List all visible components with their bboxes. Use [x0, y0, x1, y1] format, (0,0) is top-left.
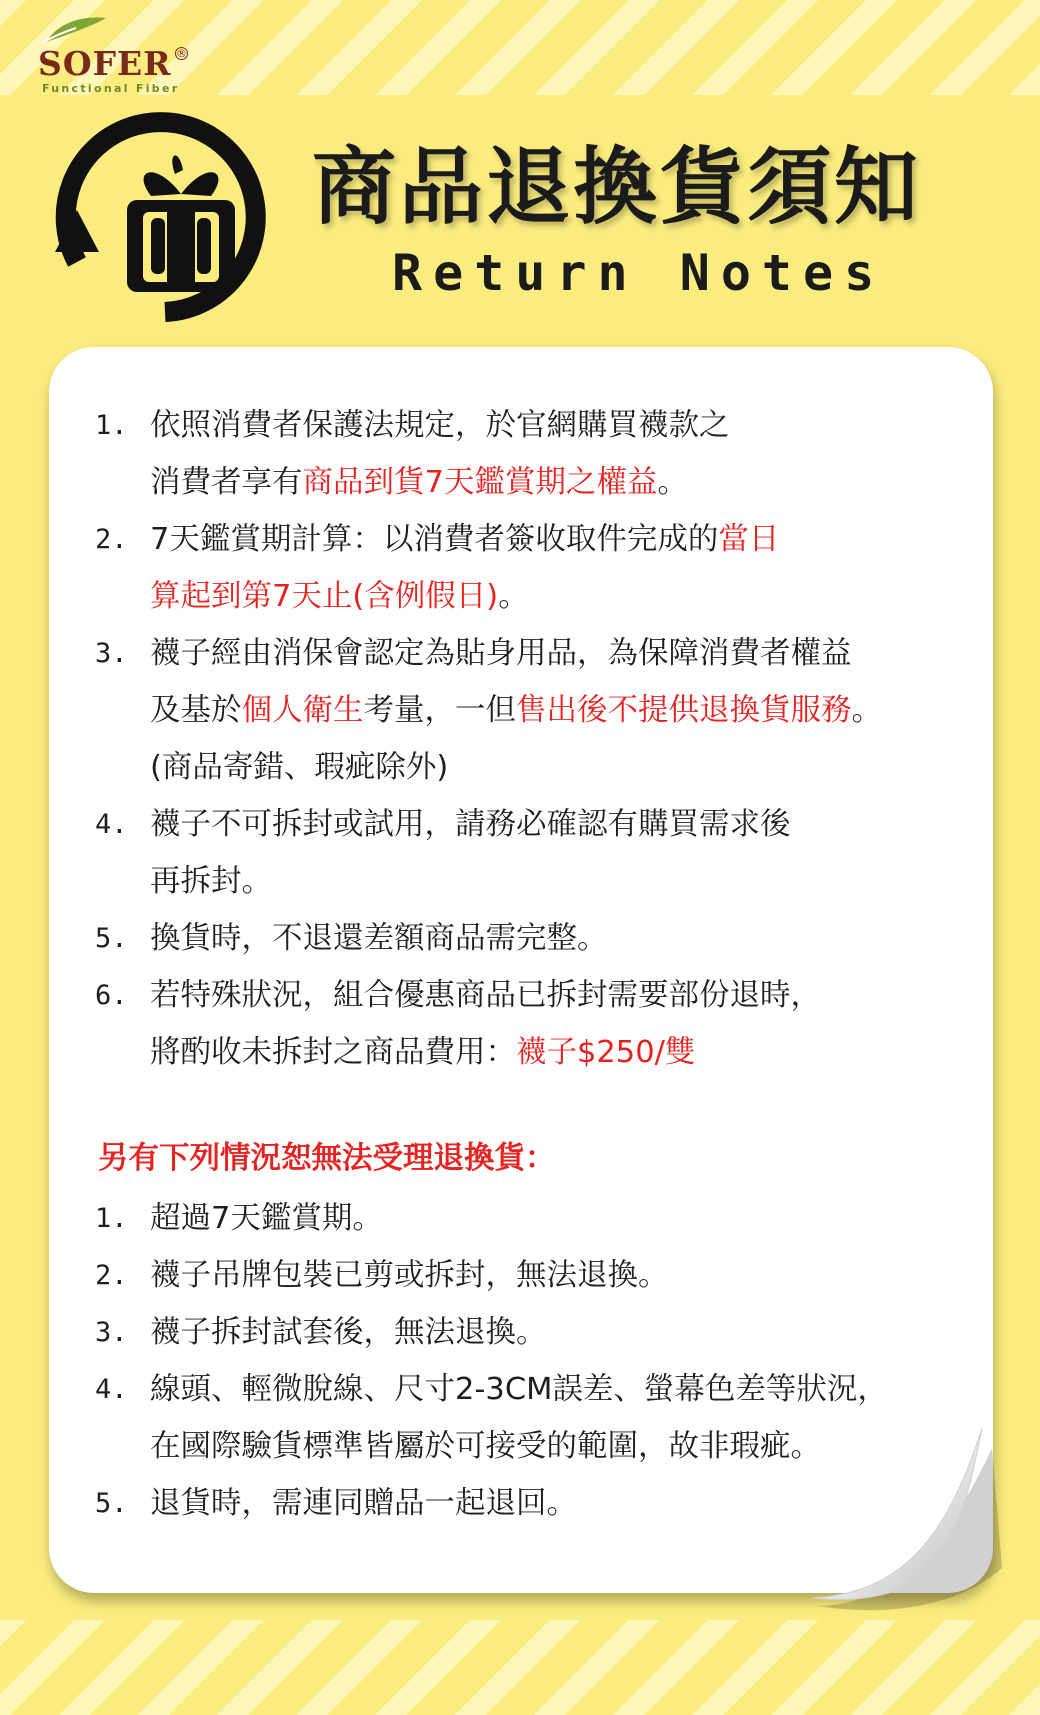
exceptions-list: [95, 1190, 888, 1532]
note-number: 1.: [95, 410, 128, 441]
note-line: [150, 967, 882, 1024]
exception-item: [95, 1475, 888, 1532]
note-line: [150, 682, 882, 739]
note-item: [95, 910, 882, 967]
bottom-stripe-band: [0, 1620, 1040, 1715]
page-subtitle: Return Notes: [392, 244, 886, 302]
exception-number: 1.: [95, 1203, 128, 1234]
note-text: 。: [498, 579, 529, 614]
highlight-text: 售出後不提供退換貨服務: [516, 693, 852, 728]
note-text: 將酌收未拆封之商品費用：: [150, 1035, 516, 1070]
note-item: [95, 511, 882, 625]
exception-item: [95, 1190, 888, 1247]
note-line: [150, 454, 882, 511]
note-line: [150, 853, 882, 910]
exception-item: [95, 1304, 888, 1361]
note-number: 4.: [95, 809, 128, 840]
note-text: 若特殊狀況，組合優惠商品已拆封需要部份退時，: [150, 978, 821, 1013]
exception-line: [150, 1190, 888, 1247]
note-text: 超過7天鑑賞期。: [150, 1201, 383, 1236]
note-text: 襪子拆封試套後，無法退換。: [150, 1315, 547, 1350]
note-text: 再拆封。: [150, 864, 272, 899]
exception-item: [95, 1247, 888, 1304]
highlight-text: 算起到第7天止(含例假日): [150, 579, 499, 614]
note-text: 線頭、輕微脫線、尺寸2-3CM誤差、螢幕色差等狀況，: [150, 1372, 888, 1407]
note-text: 在國際驗貨標準皆屬於可接受的範圍，故非瑕疵。: [150, 1429, 821, 1464]
note-line: [150, 739, 882, 796]
exception-line: [150, 1304, 888, 1361]
note-item: [95, 796, 882, 910]
exception-number: 3.: [95, 1317, 128, 1348]
highlight-text: 當日: [718, 522, 780, 557]
note-line: [150, 1024, 882, 1081]
exceptions-title: 另有下列情況恕無法受理退換貨：: [98, 1141, 556, 1176]
brand-name: SOFER: [38, 44, 172, 83]
note-line: [150, 511, 882, 568]
note-text: 。: [851, 693, 882, 728]
highlight-text: 襪子$250/雙: [516, 1035, 696, 1070]
note-line: [150, 568, 882, 625]
note-text: 7天鑑賞期計算：以消費者簽收取件完成的: [150, 522, 719, 557]
exception-line: [150, 1247, 888, 1304]
note-text: 考量，一但: [363, 693, 516, 728]
highlight-text: 個人衛生: [241, 693, 364, 728]
note-text: 退貨時，需連同贈品一起退回。: [150, 1486, 577, 1521]
note-line: [150, 910, 882, 967]
note-number: 5.: [95, 923, 128, 954]
leaf-icon: [40, 14, 110, 44]
exception-line: [150, 1475, 888, 1532]
highlight-text: 商品到貨7天鑑賞期之權益: [302, 465, 658, 500]
note-number: 6.: [95, 980, 128, 1011]
page-curl: [782, 1428, 1012, 1618]
note-text: (商品寄錯、瑕疵除外): [150, 750, 449, 785]
brand-logo[interactable]: [28, 14, 188, 94]
note-item: [95, 967, 882, 1081]
note-text: 換貨時，不退還差額商品需完整。: [150, 921, 608, 956]
registered-mark: ®: [176, 47, 187, 60]
brand-tagline: Functional Fiber: [42, 82, 180, 95]
exception-number: 5.: [95, 1488, 128, 1519]
exception-number: 4.: [95, 1374, 128, 1405]
notes-list: [95, 397, 882, 1081]
note-number: 3.: [95, 638, 128, 669]
exception-line: [150, 1418, 888, 1475]
note-text: 襪子不可拆封或試用，請務必確認有購買需求後: [150, 807, 791, 842]
note-item: [95, 625, 882, 796]
note-text: 依照消費者保護法規定，於官網購買襪款之: [150, 408, 730, 443]
page-title: 商品退換貨須知: [312, 138, 922, 236]
note-number: 2.: [95, 524, 128, 555]
note-line: [150, 397, 882, 454]
note-line: [150, 796, 882, 853]
note-text: 襪子經由消保會認定為貼身用品，為保障消費者權益: [150, 636, 852, 671]
note-text: 。: [657, 465, 688, 500]
note-line: [150, 625, 882, 682]
note-text: 及基於: [150, 693, 242, 728]
note-text: 襪子吊牌包裝已剪或拆封，無法退換。: [150, 1258, 669, 1293]
note-text: 消費者享有: [150, 465, 303, 500]
exception-line: [150, 1361, 888, 1418]
exception-number: 2.: [95, 1260, 128, 1291]
exception-item: [95, 1361, 888, 1475]
gift-return-icon: [55, 112, 285, 322]
note-item: [95, 397, 882, 511]
